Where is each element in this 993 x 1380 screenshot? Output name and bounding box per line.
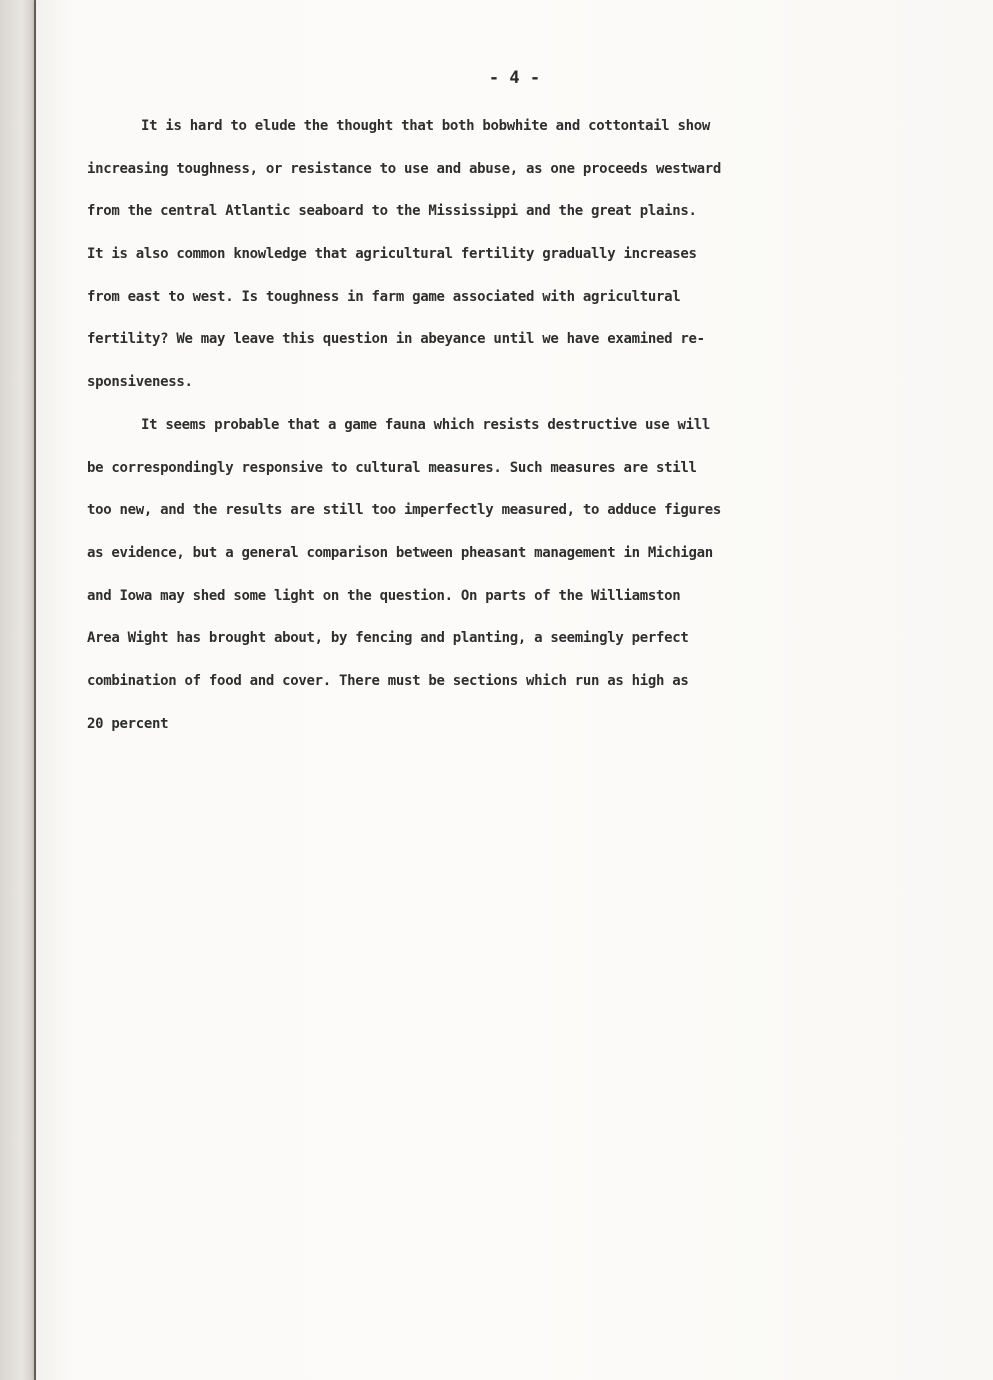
- text-line: 20 percent: [87, 715, 169, 732]
- text-line: too new, and the results are still too imperfectly measured, to adduce figures: [87, 502, 722, 519]
- typed-body-text: [87, 111, 927, 751]
- text-line: sponsiveness.: [87, 374, 193, 391]
- text-line: fertility? We may leave this question in abeyance until we have examined re-: [87, 331, 705, 348]
- text-line: increasing toughness, or resistance to use and abuse, as one proceeds westward: [87, 160, 722, 177]
- text-line: from east to west. Is toughness in farm game associated with agricultural: [87, 288, 681, 305]
- text-line: from the central Atlantic seaboard to the Mississippi and the great plains.: [87, 203, 697, 220]
- text-line: and Iowa may shed some light on the question. On parts of the Williamston: [87, 587, 681, 604]
- text-line: be correspondingly responsive to cultural measures. Such measures are still: [87, 459, 697, 476]
- binding-spine: [0, 0, 36, 1380]
- text-line: as evidence, but a general comparison between pheasant management in Michigan: [87, 544, 713, 561]
- text-line: Area Wight has brought about, by fencing and planting, a seemingly perfect: [87, 630, 689, 647]
- document-page: [36, 0, 993, 1380]
- text-line: combination of food and cover. There must be sections which run as high as: [87, 672, 689, 689]
- text-line: It seems probable that a game fauna which resists destructive use will: [141, 416, 711, 433]
- text-line: It is also common knowledge that agricultural fertility gradually increases: [87, 246, 697, 263]
- text-line: It is hard to elude the thought that both bobwhite and cottontail show: [141, 118, 711, 134]
- page-number: - 4 -: [488, 68, 541, 88]
